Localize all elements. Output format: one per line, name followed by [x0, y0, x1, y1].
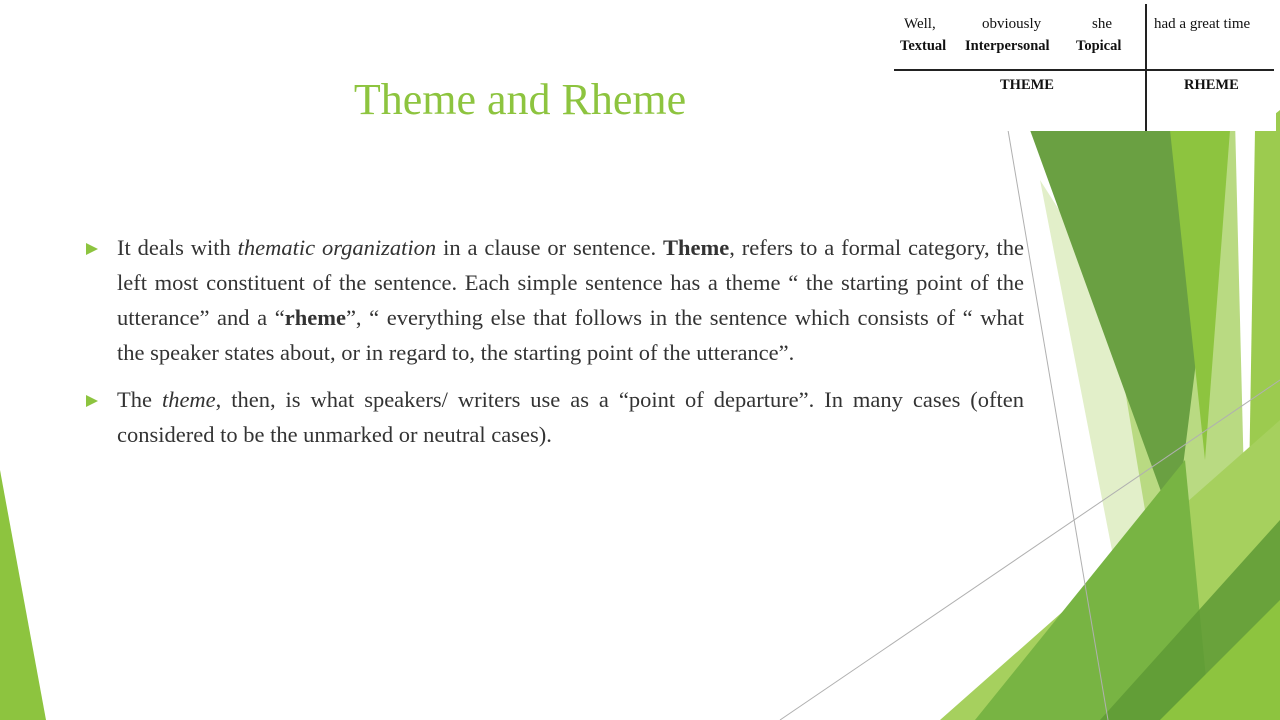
bullet-segment: The [117, 387, 162, 412]
bullet-arrow-icon [86, 243, 98, 255]
table-header-rheme: RHEME [1184, 77, 1239, 93]
bullet-segment-italic: thematic organization [237, 235, 437, 260]
bullet-segment: , then, is what speakers/ writers use as a “point of departure”. In many cases (often considered to be the unmarked or neutral cases). [117, 387, 1024, 447]
slide-body [86, 230, 1024, 464]
bullet-text [117, 387, 1024, 447]
table-horizontal-rule [894, 69, 1274, 71]
bullet-arrow-icon [86, 395, 98, 407]
bullet-text [117, 235, 1024, 365]
bullet-segment: in a clause or sentence. [436, 235, 664, 260]
table-word-had-a-great-time: had a great time [1154, 16, 1251, 32]
slide-title: Theme and Rheme [353, 75, 687, 124]
bullet-segment: It deals with [117, 235, 238, 260]
bullet-segment: , refers to a formal category, the left most constituent of the sentence. Each simple sentence has a theme “ the starting point of the utterance” and a “ [117, 235, 1024, 330]
bullet-segment-italic: theme [161, 387, 216, 412]
table-word-obviously: obviously [982, 16, 1042, 32]
theme-rheme-table-image [894, 0, 1276, 131]
table-word-she: she [1092, 16, 1112, 32]
table-vertical-rule [1145, 4, 1147, 131]
bullet-item [86, 382, 1024, 452]
table-word-well: Well, [904, 16, 936, 32]
bullet-segment: ”, “ everything else that follows in the sentence which consists of “ what the speaker states about, or in regard to, the starting point of the utterance”. [117, 305, 1024, 365]
bullet-item [86, 230, 1024, 370]
table-role-interpersonal: Interpersonal [965, 38, 1050, 54]
table-role-topical: Topical [1076, 38, 1122, 54]
bullet-segment-bold: rheme [284, 305, 346, 330]
left-green-wedge [0, 470, 46, 720]
bullet-segment-bold: Theme [663, 235, 730, 260]
table-role-textual: Textual [900, 38, 947, 54]
table-header-theme: THEME [1000, 77, 1054, 93]
